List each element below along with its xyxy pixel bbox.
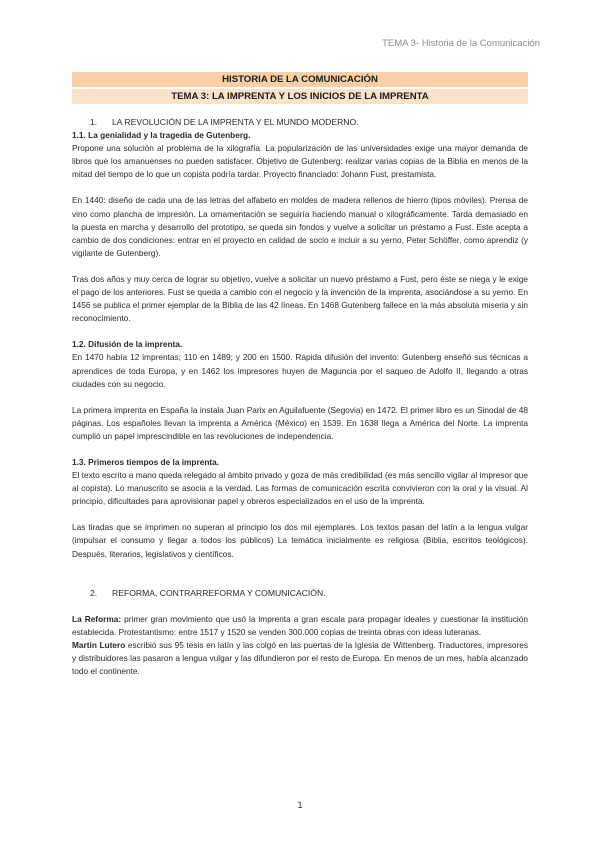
- lutero-label: Martin Lutero: [72, 639, 126, 650]
- section-1-heading: [90, 116, 528, 129]
- document-title: HISTORIA DE LA COMUNICACIÓN: [72, 72, 528, 87]
- paragraph: Propone una solución al problema de la xilografía. La popularización de las universidades exige una mayor demanda de libros que los amanuenses no pueden satisfacer. Objetivo de Gutenberg: realizar varias copias de la Biblia en menos de la mitad del tiempo de lo que un copista podría tardar. Proyecto financiado: Johann Fust, prestamista.: [72, 143, 528, 180]
- section-2-number: 2.: [90, 587, 98, 598]
- paragraph: El texto escrito a mano queda relegado al ámbito privado y goza de más credibilidad (es más sencillo vigilar al impresor que al copista). Lo manuscrito se asocia a la verdad. Las formas de comunicación escrita convivieron con la oral y la visual. Al principio, dificultades para aprovisionar papel y obreros especializados en el uso de la imprenta.: [72, 470, 528, 507]
- document-subtitle: TEMA 3: LA IMPRENTA Y LOS INICIOS DE LA IMPRENTA: [72, 89, 528, 104]
- lutero-text: escribió sus 95 tesis en latín y las colgó en las puertas de la Iglesia de Wittenberg. Traductores, impresores y distribuidores las pasaron a lengua vulgar y las difundieron por el resto de Europa. En menos de un mes, había alcanzado todo el continente.: [72, 639, 528, 677]
- paragraph: En 1470 había 12 imprentas; 110 en 1489; y 200 en 1500. Rápida difusión del invento: Gutenberg enseñó sus técnicas a aprendices de toda Europa, y en 1462 los impresores huyen de Maguncia por el saqueo de Adolfo II, llegando a otras ciudades con su negocio.: [72, 352, 528, 389]
- paragraph: En 1440: diseño de cada una de las letras del alfabeto en moldes de madera rellenos de hierro (tipos móviles). Prensa de vino como plancha de impresión. La ornamentación se seguiría haciendo manual o xilográficamente. Tarda demasiado en la puesta en marcha y desarrollo del prototipo, se queda sin fondos y vuelve a solicitar un préstamo a Fust. Este acepta a cambio de dos condiciones: entrar en el proyecto en calidad de socio e incluir a su yerno, Peter Schöffer, como aprendiz (y vigilante de Gutenberg).: [72, 195, 528, 258]
- section-1-number: 1.: [90, 117, 98, 127]
- paragraph: [72, 613, 528, 639]
- paragraph: La primera imprenta en España la instala Juan Parix en Aguilafuente (Segovia) en 1472. El primer libro es un Sinodal de 48 páginas. Los españoles llevan la imprenta a América (México) en 1539. En 1638 llega a América del Norte. La imprenta cumplió un papel imprescindible en las revoluciones de independencia.: [72, 404, 528, 441]
- subsection-1-2-title: 1.2. Difusión de la imprenta.: [72, 339, 183, 350]
- paragraph: Las tiradas que se imprimen no superan al principio los dos mil ejemplares. Los textos pasan del latín a la lengua vulgar (impulsar el consumo y llegar a todos los públicos) La temática inicialmente es religiosa (Biblia, escritos teológicos). Después, literarios, legislativos y científicos.: [72, 522, 528, 559]
- reforma-text: primer gran movimiento que usó la imprenta a gran escala para propagar ideales y cuestionar la institución establecida. Protestantismo: entre 1517 y 1520 se venden 300.000 copias de treinta obras con ideas luteranas.: [72, 613, 528, 637]
- section-2-heading: [90, 587, 528, 600]
- section-1-title: LA REVOLUCIÓN DE LA IMPRENTA Y EL MUNDO MODERNO.: [112, 117, 359, 127]
- paragraph: [72, 639, 528, 678]
- subsection-1-1-title: 1.1. La genialidad y la tragedia de Gutenberg.: [72, 130, 251, 141]
- paragraph: Tras dos años y muy cerca de lograr su objetivo, vuelve a solicitar un nuevo préstamo a Fust, pero éste se niega y le exige el pago de los anteriores. Fust se queda a cambio con el negocio y la invención de la imprenta, asociándose a su yerno. En 1456 se publica el primer ejemplar de la Biblia de las 42 líneas. En 1468 Gutenberg fallece en la más absoluta miseria y sin reconocimiento.: [72, 273, 528, 324]
- document-body: [72, 116, 528, 678]
- page-number: 1: [297, 800, 303, 811]
- reforma-label: La Reforma:: [72, 613, 122, 624]
- page-header: TEMA 3- Historia de la Comunicación: [382, 38, 540, 49]
- subsection-1-3-title: 1.3. Primeros tiempos de la imprenta.: [72, 456, 220, 467]
- section-2-title: REFORMA, CONTRARREFORMA Y COMUNICACIÓN.: [112, 587, 326, 598]
